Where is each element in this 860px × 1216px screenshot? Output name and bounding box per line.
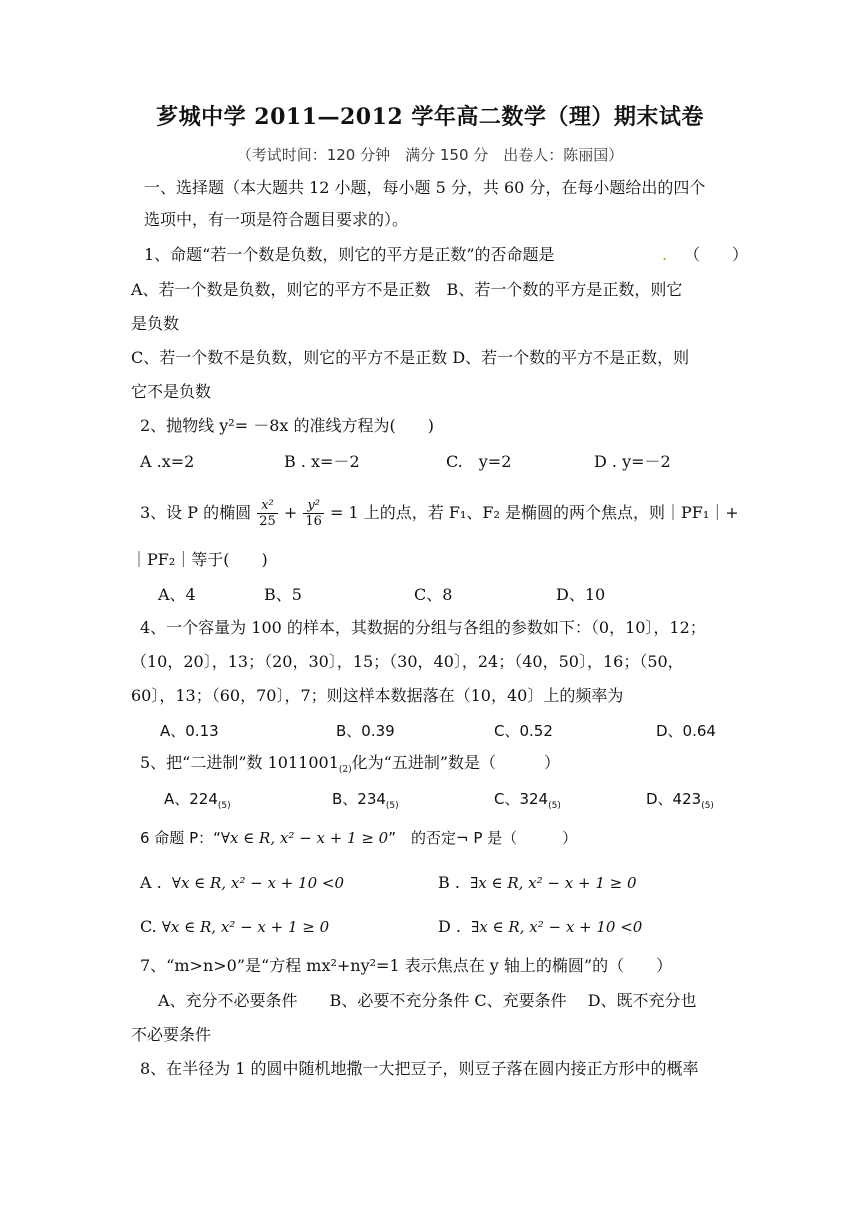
- q3-option-b: B、5: [264, 585, 302, 604]
- q3-fraction-y: [303, 498, 324, 529]
- q3-stem-pre: 3、设 P 的椭圆: [140, 503, 252, 522]
- q4-line1: 4、一个容量为 100 的样本，其数据的分组与各组的参数如下：（0，10〕，12；: [140, 618, 706, 637]
- q1-stem: 1、命题“若一个数是负数，则它的平方是正数”的否命题是: [144, 245, 555, 264]
- q3-fraction-x: [257, 498, 278, 529]
- q3-stem: [140, 498, 739, 529]
- q1-options-ab-cont: 是负数: [131, 314, 180, 333]
- q3-frac1-den: 25: [259, 514, 276, 529]
- q5-base2-subscript: (2): [338, 765, 352, 776]
- q3-frac1-num: x²: [257, 498, 278, 514]
- q1-options-ab: A、若一个数是负数，则它的平方不是正数 B、若一个数的平方是正数，则它: [131, 280, 683, 299]
- q2-option-b: B . x=－2: [284, 452, 360, 471]
- q4-line3: 60〕，13；（60，70〕，7；则这样本数据落在（10，40〕上的频率为: [131, 686, 624, 705]
- q2-stem: 2、抛物线 y²= －8x 的准线方程为( ): [140, 416, 434, 435]
- q3-stem-post: 上的点，若 F₁、F₂ 是椭圆的两个焦点，则｜PF₁｜+: [363, 503, 739, 522]
- q3-stem-cont: ｜PF₂｜等于( ): [131, 550, 268, 569]
- q5-stem-post: 化为“五进制”数是（ ）: [351, 753, 561, 772]
- exam-info: （考试时间：120 分钟 满分 150 分 出卷人：陈丽国）: [236, 146, 624, 164]
- q8-stem: 8、在半径为 1 的圆中随机地撒一大把豆子，则豆子落在圆内接正方形中的概率: [140, 1059, 699, 1078]
- q2-option-a: A .x=2: [140, 452, 195, 471]
- q6-option-d: D . ∃x ∈ R, x² − x + 10 <0: [438, 917, 643, 936]
- q6-stem-math: ∀x ∈ R, x² − x + 1 ≥ 0: [220, 829, 389, 847]
- q2-option-d: D . y=－2: [594, 452, 671, 471]
- q5-option-d: D、$423_{(5)}$: [646, 790, 714, 811]
- q6-option-b: B . ∃x ∈ R, x² − x + 1 ≥ 0: [438, 873, 637, 892]
- q6-stem-pre: 6 命题 P：“: [140, 829, 221, 847]
- q3-option-a: A、4: [158, 585, 196, 604]
- page-title: 芗城中学 2011—2012 学年高二数学（理）期末试卷: [156, 104, 704, 130]
- q4-option-d: D、0.64: [656, 722, 716, 740]
- q5-option-c: C、$324_{(5)}$: [494, 790, 561, 811]
- q3-plus: +: [283, 503, 298, 522]
- q6-option-c: C. ∀x ∈ R, x² − x + 1 ≥ 0: [140, 917, 330, 936]
- section-heading-line2: 选项中，有一项是符合题目要求的）。: [144, 210, 409, 229]
- q4-line2: （10，20〕，13；（20，30〕，15；（30，40〕，24；（40，50〕，16；（50，: [131, 652, 684, 671]
- q3-frac2-den: 16: [305, 514, 322, 529]
- q7-options-cont: 不必要条件: [131, 1025, 212, 1044]
- q1-answer-paren: （ ）: [684, 245, 749, 264]
- section-heading-line1: 一、选择题（本大题共 12 小题，每小题 5 分，共 60 分，在每小题给出的四个: [144, 178, 706, 197]
- q6-option-a: A . ∀x ∈ R, x² − x + 10 <0: [140, 873, 344, 892]
- q3-option-c: C、8: [414, 585, 453, 604]
- q3-option-d: D、10: [556, 585, 606, 604]
- q1-options-cd-cont: 它不是负数: [131, 382, 212, 401]
- q7-stem: 7、“m>n>0”是“方程 mx²+ny²=1 表示焦点在 y 轴上的椭圆”的（ ）: [140, 956, 673, 975]
- q4-option-a: A、0.13: [160, 722, 219, 740]
- q5-stem-pre: 5、把“二进制”数 1011001: [140, 753, 339, 772]
- q5-stem: [140, 751, 560, 782]
- q3-eq: = 1: [330, 503, 359, 522]
- q4-option-c: C、0.52: [494, 722, 553, 740]
- q4-option-b: B、0.39: [336, 722, 395, 740]
- q2-option-c: C. y=2: [446, 452, 512, 471]
- q6-stem-post: ” 的否定¬ P 是（ ）: [388, 829, 578, 847]
- q1-marker-dot: .: [662, 245, 668, 264]
- q3-frac2-num: y²: [303, 498, 324, 514]
- q7-options: A、充分不必要条件 B、必要不充分条件 C、充要条件 D、既不充分也: [158, 991, 697, 1010]
- q6-stem: [140, 826, 577, 850]
- q1-options-cd: C、若一个数不是负数，则它的平方不是正数 D、若一个数的平方不是正数，则: [131, 348, 690, 367]
- q5-option-a: A、$224_{(5)}$: [164, 790, 231, 811]
- q5-option-b: B、$234_{(5)}$: [332, 790, 399, 811]
